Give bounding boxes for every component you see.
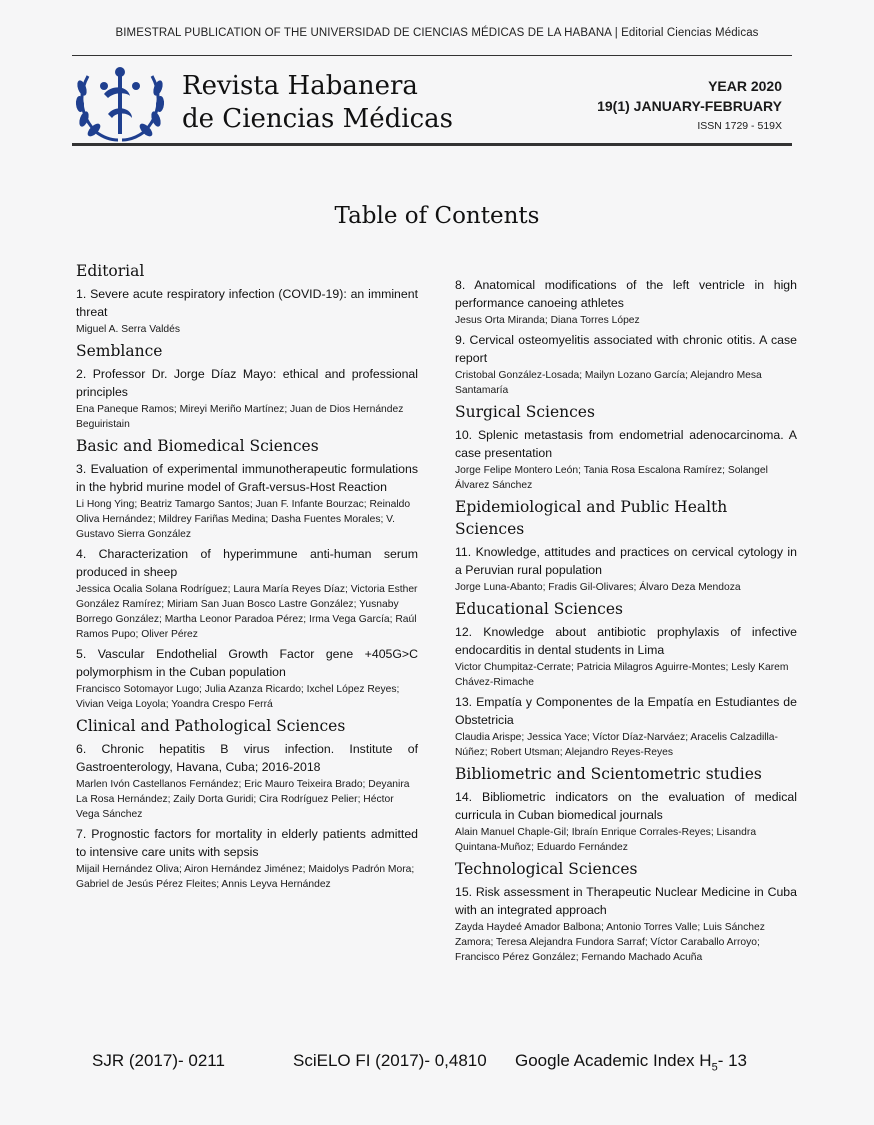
issue-period: 19(1) JANUARY-FEBRUARY	[597, 98, 782, 114]
article-title-15[interactable]: 15. Risk assessment in Therapeutic Nuclear Medicine in Cuba with an integrated approach	[455, 885, 797, 917]
article-authors-15: Zayda Haydeé Amador Balbona; Antonio Torres Valle; Luis Sánchez Zamora; Teresa Alejandra Fundora Sarraf; Víctor Caraballo Arroyo; Francisco Pérez González; Fernando Machado Acuña	[455, 922, 765, 963]
publication-banner: BIMESTRAL PUBLICATION OF THE UNIVERSIDAD DE CIENCIAS MÉDICAS DE LA HABANA | Editorial Ciencias Médicas	[115, 27, 759, 39]
article-authors-4: Jessica Ocalia Solana Rodríguez; Laura María Reyes Díaz; Victoria Esther González Ramírez; Miriam San Juan Bosco Lastre González; Yusnaby Borrego González; Martha Leonor Paradoa Pérez; Irma Vega García; Raúl Ramos Pupo; Oliver Pérez	[76, 584, 418, 640]
article-title-14[interactable]: 14. Bibliometric indicators on the evaluation of medical curricula in Cuban biomedical journals	[455, 790, 797, 822]
article-authors-7: Mijail Hernández Oliva; Airon Hernández Jiménez; Maidolys Padrón Mora; Gabriel de Jesús Pérez Fleites; Annis Leyva Hernández	[76, 864, 415, 890]
google-index-prefix: Google Academic Index H	[515, 1051, 712, 1070]
google-index-suffix: - 13	[717, 1051, 747, 1070]
section-heading-bibliometric: Bibliometric and Scientometric studies	[455, 765, 762, 783]
article-authors-2: Ena Paneque Ramos; Mireyi Meriño Martínez; Juan de Dios Hernández Beguiristain	[76, 404, 404, 430]
right-column	[455, 276, 797, 968]
section-heading-semblance: Semblance	[76, 342, 163, 360]
article-title-6[interactable]: 6. Chronic hepatitis B virus infection. Institute of Gastroenterology, Havana, Cuba; 2016-2018	[76, 742, 418, 774]
article-authors-3: Li Hong Ying; Beatriz Tamargo Santos; Juan F. Infante Bourzac; Reinaldo Oliva Hernández; Mildrey Fariñas Medina; Dasha Fuentes Morales; V. Gustavo Sierra González	[76, 499, 411, 540]
section-heading-technological: Technological Sciences	[455, 860, 638, 878]
scielo-index: SciELO FI (2017)- 0,4810	[293, 1051, 487, 1070]
university-emblem-icon	[74, 64, 166, 142]
article-authors-11: Jorge Luna-Abanto; Fradis Gil-Olivares; Álvaro Deza Mendoza	[455, 582, 741, 593]
article-authors-8: Jesus Orta Miranda; Diana Torres López	[455, 315, 640, 326]
section-heading-clinical: Clinical and Pathological Sciences	[76, 717, 346, 735]
article-title-10[interactable]: 10. Splenic metastasis from endometrial adenocarcinoma. A case presentation	[455, 428, 797, 460]
article-authors-13: Claudia Arispe; Jessica Yace; Víctor Díaz-Narváez; Aracelis Calzadilla-Núñez; Robert Utsman; Alejandro Reyes-Reyes	[455, 732, 778, 758]
article-authors-5: Francisco Sotomayor Lugo; Julia Azanza Ricardo; Ixchel López Reyes; Vivian Veiga Loyola; Yoandra Crespo Ferrá	[76, 684, 400, 710]
article-title-5[interactable]: 5. Vascular Endothelial Growth Factor gene +405G>C polymorphism in the Cuban population	[76, 647, 418, 679]
article-authors-14: Alain Manuel Chaple-Gil; Ibraín Enrique Corrales-Reyes; Lisandra Quintana-Muñoz; Eduardo Fernández	[455, 827, 757, 853]
article-authors-6: Marlen Ivón Castellanos Fernández; Eric Mauro Teixeira Brado; Deyanira La Rosa Hernández; Zaily Dorta Guridi; Cira Rodríguez Pelier; Héctor Vega Sánchez	[76, 779, 410, 820]
article-title-13[interactable]: 13. Empatía y Componentes de la Empatía en Estudiantes de Obstetricia	[455, 695, 797, 727]
sjr-index: SJR (2017)- 0211	[92, 1051, 225, 1070]
section-heading-surgical: Surgical Sciences	[455, 403, 595, 421]
left-column	[76, 260, 418, 895]
article-title-2[interactable]: 2. Professor Dr. Jorge Díaz Mayo: ethical and professional principles	[76, 367, 418, 399]
issn: ISSN 1729 - 519X	[697, 120, 782, 132]
section-heading-editorial: Editorial	[76, 262, 145, 280]
journal-title	[182, 70, 453, 136]
journal-title-line1: Revista Habanera	[182, 71, 418, 101]
article-title-4[interactable]: 4. Characterization of hyperimmune anti-human serum produced in sheep	[76, 547, 418, 579]
article-authors-1: Miguel A. Serra Valdés	[76, 324, 180, 335]
top-divider	[72, 55, 792, 56]
article-authors-10: Jorge Felipe Montero León; Tania Rosa Escalona Ramírez; Solangel Álvarez Sánchez	[455, 465, 768, 491]
article-title-11[interactable]: 11. Knowledge, attitudes and practices on cervical cytology in a Peruvian rural population	[455, 545, 797, 577]
google-index-subscript: 5	[711, 1061, 718, 1074]
article-title-1[interactable]: 1. Severe acute respiratory infection (COVID-19): an imminent threat	[76, 287, 418, 319]
article-title-3[interactable]: 3. Evaluation of experimental immunotherapeutic formulations in the hybrid murine model of Graft-versus-Host Reaction	[76, 462, 418, 494]
article-title-12[interactable]: 12. Knowledge about antibiotic prophylaxis of infective endocarditis in dental students in Lima	[455, 625, 797, 657]
article-authors-12: Victor Chumpitaz-Cerrate; Patricia Milagros Aguirre-Montes; Lesly Karem Chávez-Rimache	[455, 662, 789, 688]
article-title-9[interactable]: 9. Cervical osteomyelitis associated with chronic otitis. A case report	[455, 333, 797, 365]
google-academic-index	[515, 1051, 747, 1073]
article-authors-9: Cristobal González-Losada; Mailyn Lozano García; Alejandro Mesa Santamaría	[455, 370, 762, 396]
issue-info	[597, 76, 782, 136]
section-heading-basic: Basic and Biomedical Sciences	[76, 437, 319, 455]
issue-year: YEAR 2020	[708, 78, 782, 94]
header-divider	[72, 143, 792, 146]
section-heading-epidemiological: Epidemiological and Public Health Sciences	[455, 498, 728, 538]
journal-title-line2: de Ciencias Médicas	[182, 104, 453, 134]
article-title-7[interactable]: 7. Prognostic factors for mortality in elderly patients admitted to intensive care units with sepsis	[76, 827, 418, 859]
page-title: Table of Contents	[334, 203, 540, 229]
article-title-8[interactable]: 8. Anatomical modifications of the left ventricle in high performance canoeing athletes	[455, 278, 797, 310]
section-heading-educational: Educational Sciences	[455, 600, 623, 618]
